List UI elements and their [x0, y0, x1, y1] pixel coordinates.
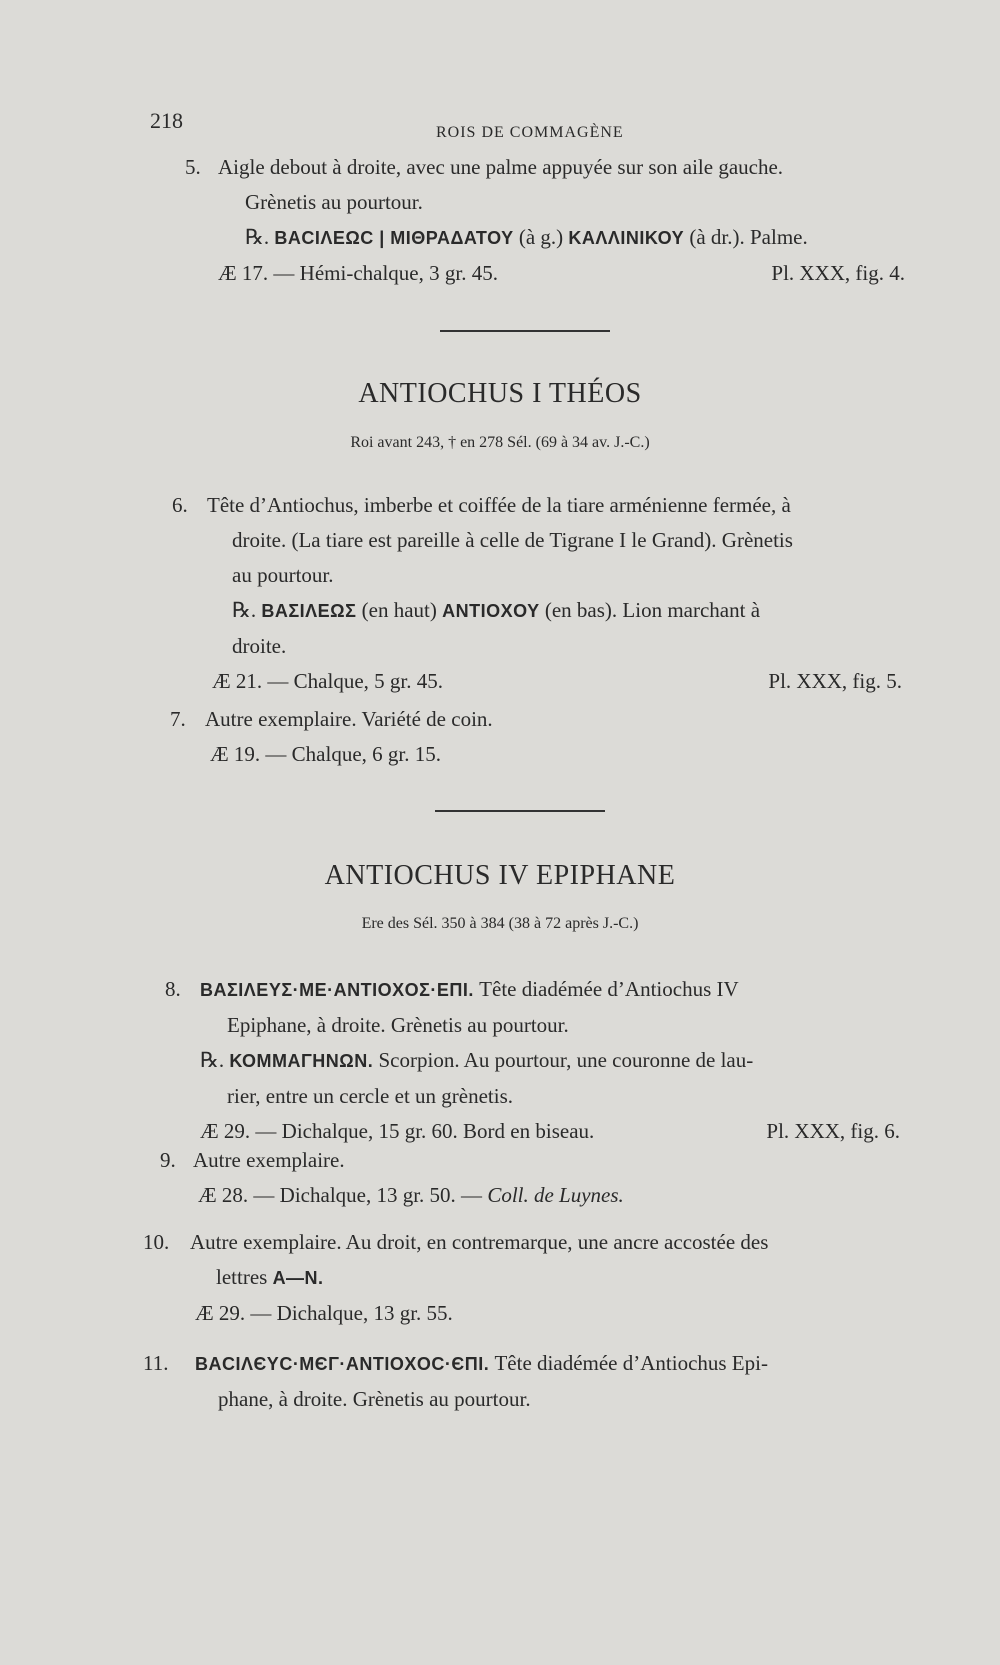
metrology-line	[185, 256, 905, 291]
section-divider	[435, 810, 605, 812]
entry-text: Scorpion. Au pourtour, une couronne de lau-	[378, 1048, 754, 1072]
entry-text: au pourtour.	[232, 563, 334, 587]
entry-text: (à g.)	[518, 225, 564, 249]
entry-text: Tête d’Antiochus, imberbe et coiffée de la tiare arménienne fermée, à	[207, 493, 791, 517]
entry-number: 7.	[170, 707, 186, 731]
entry-number: 6.	[172, 493, 188, 517]
entry-text: Epiphane, à droite. Grènetis au pourtour.	[227, 1013, 569, 1037]
greek-legend: ΑΝΤΙΟΧΟΥ	[442, 601, 540, 621]
entry-text: (en haut)	[361, 598, 437, 622]
entry-text: Tête diadémée d’Antiochus Epi-	[494, 1351, 768, 1375]
entry-text: phane, à droite. Grènetis au pourtour.	[218, 1387, 531, 1411]
entry-text: Tête diadémée d’Antiochus IV	[479, 977, 739, 1001]
metrology: Æ 29. — Dichalque, 15 gr. 60. Bord en biseau.	[200, 1119, 595, 1143]
plate-reference: Pl. XXX, fig. 6.	[766, 1119, 900, 1143]
section-subtitle: Roi avant 243, † en 278 Sél. (69 à 34 av. J.-C.)	[350, 434, 650, 451]
metrology: Æ 19. — Chalque, 6 gr. 15.	[210, 742, 441, 766]
entry-text: Grènetis au pourtour.	[245, 190, 423, 214]
obverse-line	[143, 1346, 903, 1382]
reverse-symbol: ℞.	[232, 598, 257, 622]
reverse-line	[165, 1043, 900, 1079]
catalog-entry-7	[170, 702, 870, 772]
obverse-line	[165, 972, 900, 1008]
catalog-entry-5	[185, 150, 905, 291]
greek-legend: ΒΑΣΙΛΕΥΣ·ΜΕ·ΑΝΤΙΟΧΟΣ·ΕΠΙ.	[200, 980, 474, 1000]
reverse-symbol: ℞.	[245, 225, 270, 249]
section-subtitle: Ere des Sél. 350 à 384 (38 à 72 après J.-C.)	[361, 915, 639, 932]
greek-letters: Α—Ν.	[272, 1268, 324, 1288]
entry-number: 10.	[143, 1230, 170, 1254]
catalog-entry-10	[143, 1225, 903, 1331]
entry-text: Autre exemplaire. Variété de coin.	[205, 707, 493, 731]
plate-reference: Pl. XXX, fig. 5.	[768, 669, 902, 693]
metrology: Æ 29. — Dichalque, 13 gr. 55.	[195, 1301, 453, 1325]
entry-number: 9.	[160, 1148, 176, 1172]
entry-number: 11.	[143, 1351, 169, 1375]
entry-text: (à dr.). Palme.	[689, 225, 808, 249]
entry-number: 5.	[185, 155, 201, 179]
letters-line	[143, 1260, 903, 1296]
running-head: ROIS DE COMMAGÈNE	[436, 124, 624, 141]
reverse-line	[185, 220, 905, 256]
section-divider	[440, 330, 610, 332]
page-number: 218	[150, 108, 183, 133]
entry-text: droite.	[232, 634, 287, 658]
metrology: Æ 21. — Chalque, 5 gr. 45.	[212, 669, 443, 693]
catalog-entry-11	[143, 1346, 903, 1417]
entry-text: Autre exemplaire. Au droit, en contremarque, une ancre accostée des	[190, 1230, 769, 1254]
entry-text: (en bas). Lion marchant à	[544, 598, 761, 622]
plate-reference: Pl. XXX, fig. 4.	[771, 261, 905, 285]
section-title: ANTIOCHUS IV EPIPHANE	[324, 860, 676, 891]
entry-number: 8.	[165, 977, 181, 1001]
greek-legend: ΒΑϹΙΛΕΩϹ | ΜΙΘΡΑΔΑΤΟΥ	[274, 228, 514, 248]
section-title: ANTIOCHUS I THÉOS	[358, 378, 642, 409]
metrology-line	[160, 1178, 900, 1213]
entry-text: Aigle debout à droite, avec une palme appuyée sur son aile gauche.	[218, 155, 784, 179]
metrology-line	[172, 664, 902, 699]
entry-text: Autre exemplaire.	[193, 1148, 345, 1172]
entry-text: rier, entre un cercle et un grènetis.	[227, 1084, 514, 1108]
metrology: Æ 28. — Dichalque, 13 gr. 50. —	[198, 1183, 483, 1207]
catalog-entry-8	[165, 972, 900, 1149]
catalog-entry-9	[160, 1143, 900, 1213]
greek-legend: ΒΑΣΙΛΕΩΣ	[261, 601, 357, 621]
collection-reference: Coll. de Luynes.	[487, 1183, 624, 1207]
greek-legend: ΚΑΛΛΙΝΙΚΟΥ	[568, 228, 685, 248]
greek-legend: ΒΑϹΙΛЄΥϹ·ΜЄΓ·ΑΝΤΙΟΧΟϹ·ЄΠΙ.	[195, 1354, 490, 1374]
catalog-entry-6	[172, 488, 902, 699]
entry-text: droite. (La tiare est pareille à celle de Tigrane I le Grand). Grènetis	[232, 528, 793, 552]
metrology: Æ 17. — Hémi-chalque, 3 gr. 45.	[218, 261, 498, 285]
greek-legend: ΚΟΜΜΑΓΗΝΩΝ.	[229, 1051, 374, 1071]
entry-text: lettres	[216, 1265, 268, 1289]
reverse-line	[172, 593, 902, 629]
reverse-symbol: ℞.	[200, 1048, 225, 1072]
